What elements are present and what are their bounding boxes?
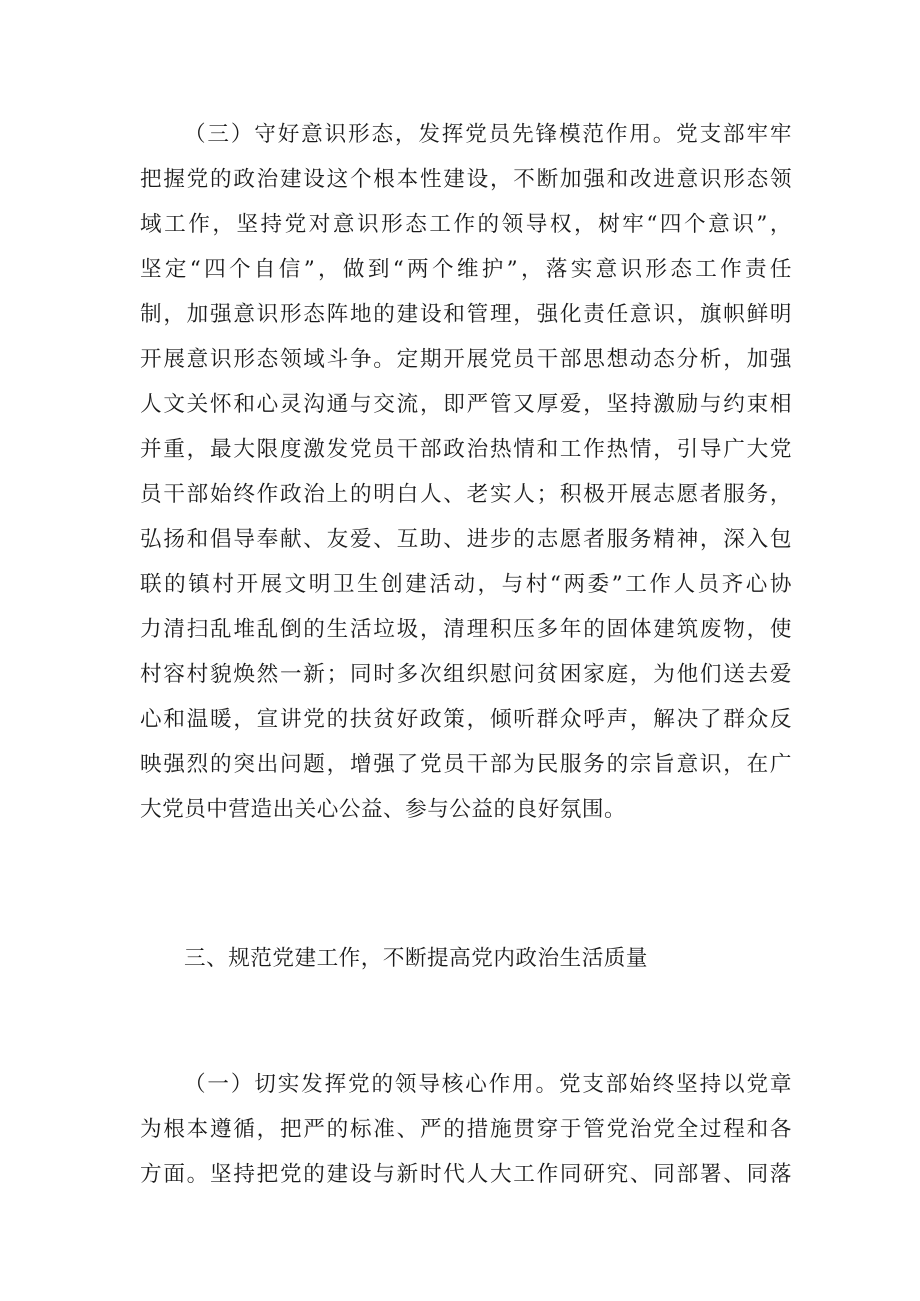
paragraph-line: 开展意识形态领域斗争。定期开展党员干部思想动态分析，加强 — [140, 347, 792, 372]
paragraph-line: 坚定“四个自信”，做到“两个维护”，落实意识形态工作责任 — [140, 257, 792, 282]
paragraph-ideology — [140, 112, 792, 832]
paragraph-line: 员干部始终作政治上的明白人、老实人；积极开展志愿者服务， — [140, 482, 792, 507]
paragraph-line: 为根本遵循，把严的标准、严的措施贯穿于管党治党全过程和各 — [140, 1117, 792, 1142]
paragraph-line: 域工作，坚持党对意识形态工作的领导权，树牢“四个意识”， — [140, 212, 792, 237]
paragraph-line: （三）守好意识形态，发挥党员先锋模范作用。党支部牢牢 — [184, 122, 792, 147]
paragraph-line: 弘扬和倡导奉献、友爱、互助、进步的志愿者服务精神，深入包 — [140, 527, 792, 552]
paragraph-line: 心和温暖，宣讲党的扶贫好政策，倾听群众呼声，解决了群众反 — [140, 707, 792, 732]
paragraph-line: 制，加强意识形态阵地的建设和管理，强化责任意识，旗帜鲜明 — [140, 302, 792, 327]
section-heading-text: 三、规范党建工作，不断提高党内政治生活质量 — [184, 946, 648, 971]
paragraph-line: 方面。坚持把党的建设与新时代人大工作同研究、同部署、同落 — [140, 1162, 792, 1187]
section-heading — [140, 936, 792, 981]
paragraph-line: 映强烈的突出问题，增强了党员干部为民服务的宗旨意识，在广 — [140, 752, 792, 777]
paragraph-leadership — [140, 1062, 792, 1197]
paragraph-line: 把握党的政治建设这个根本性建设，不断加强和改进意识形态领 — [140, 167, 792, 192]
paragraph-line: 并重，最大限度激发党员干部政治热情和工作热情，引导广大党 — [140, 437, 792, 462]
paragraph-line: 力清扫乱堆乱倒的生活垃圾，清理积压多年的固体建筑废物，使 — [140, 617, 792, 642]
paragraph-line: 联的镇村开展文明卫生创建活动，与村“两委”工作人员齐心协 — [140, 572, 792, 597]
paragraph-line: 大党员中营造出关心公益、参与公益的良好氛围。 — [140, 797, 627, 822]
paragraph-line: 人文关怀和心灵沟通与交流，即严管又厚爱，坚持激励与约束相 — [140, 392, 792, 417]
paragraph-line: 村容村貌焕然一新；同时多次组织慰问贫困家庭，为他们送去爱 — [140, 662, 792, 687]
paragraph-line: （一）切实发挥党的领导核心作用。党支部始终坚持以党章 — [184, 1072, 792, 1097]
